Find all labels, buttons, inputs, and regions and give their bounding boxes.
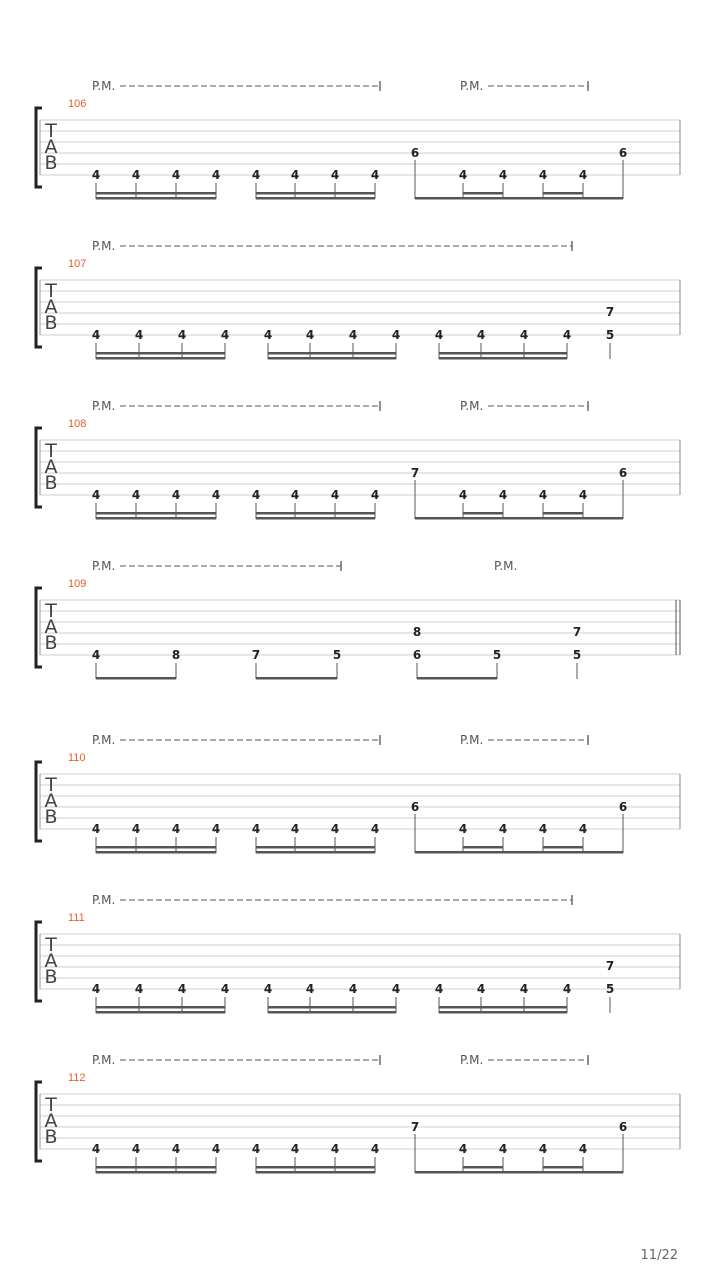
fret-number: 4: [476, 982, 486, 996]
note-beam: [415, 851, 623, 854]
fret-number: 7: [410, 1120, 420, 1134]
tab-clef-letter: A: [44, 790, 58, 812]
fret-number: 4: [131, 488, 141, 502]
note-beam: [96, 197, 216, 200]
note-beam: [463, 1166, 503, 1169]
note-beam: [96, 357, 225, 360]
note-beam: [96, 517, 216, 520]
fret-number: 7: [605, 305, 615, 319]
note-beam: [256, 846, 375, 849]
note-beam: [96, 846, 216, 849]
fret-number: 4: [434, 982, 444, 996]
fret-number: 4: [131, 1142, 141, 1156]
fret-number: 4: [370, 822, 380, 836]
note-beam: [96, 512, 216, 515]
fret-number: 7: [572, 625, 582, 639]
fret-number: 4: [305, 982, 315, 996]
note-beam: [256, 851, 375, 854]
tab-clef-letter: T: [45, 440, 57, 462]
fret-number: 4: [348, 328, 358, 342]
note-beam: [256, 192, 375, 195]
fret-number: 4: [251, 822, 261, 836]
fret-number: 6: [410, 800, 420, 814]
note-beam: [256, 197, 375, 200]
fret-number: 5: [332, 648, 342, 662]
tab-clef-letter: T: [45, 120, 57, 142]
fret-number: 4: [562, 982, 572, 996]
fret-number: 4: [498, 822, 508, 836]
note-beam: [415, 517, 623, 520]
note-beam: [96, 1006, 225, 1009]
note-beam: [439, 352, 567, 355]
fret-number: 4: [177, 982, 187, 996]
fret-number: 4: [290, 168, 300, 182]
fret-number: 6: [618, 146, 628, 160]
tab-clef-letter: A: [44, 1110, 58, 1132]
fret-number: 4: [476, 328, 486, 342]
palm-mute-label: P.M.: [92, 559, 116, 573]
palm-mute-label: P.M.: [494, 559, 518, 573]
fret-number: 7: [251, 648, 261, 662]
fret-number: 4: [91, 648, 101, 662]
fret-number: 4: [458, 488, 468, 502]
fret-number: 4: [171, 168, 181, 182]
note-beam: [96, 352, 225, 355]
fret-number: 4: [370, 1142, 380, 1156]
measure-number: 111: [68, 912, 85, 924]
fret-number: 4: [370, 168, 380, 182]
fret-number: 4: [134, 982, 144, 996]
fret-number: 5: [605, 328, 615, 342]
palm-mute-label: P.M.: [92, 733, 116, 747]
fret-number: 4: [330, 168, 340, 182]
note-beam: [96, 677, 176, 680]
fret-number: 4: [458, 1142, 468, 1156]
tab-clef-letter: A: [44, 456, 58, 478]
fret-number: 4: [91, 1142, 101, 1156]
fret-number: 4: [211, 168, 221, 182]
tab-clef-letter: A: [44, 136, 58, 158]
note-beam: [463, 512, 503, 515]
palm-mute-label: P.M.: [460, 399, 484, 413]
note-beam: [96, 1011, 225, 1014]
note-beam: [543, 192, 583, 195]
palm-mute-label: P.M.: [92, 239, 116, 253]
fret-number: 4: [131, 822, 141, 836]
note-beam: [96, 1166, 216, 1169]
fret-number: 4: [263, 982, 273, 996]
fret-number: 4: [251, 488, 261, 502]
fret-number: 4: [330, 822, 340, 836]
measure-number: 106: [68, 98, 87, 110]
fret-number: 8: [412, 625, 422, 639]
fret-number: 6: [618, 800, 628, 814]
note-beam: [256, 1166, 375, 1169]
tab-clef-letter: A: [44, 950, 58, 972]
fret-number: 4: [211, 1142, 221, 1156]
note-beam: [256, 677, 337, 680]
fret-number: 7: [605, 959, 615, 973]
fret-number: 4: [220, 982, 230, 996]
tab-clef-letter: B: [44, 966, 58, 988]
fret-number: 4: [134, 328, 144, 342]
fret-number: 4: [91, 822, 101, 836]
note-beam: [268, 1011, 396, 1014]
fret-number: 6: [618, 466, 628, 480]
note-beam: [543, 846, 583, 849]
fret-number: 4: [290, 488, 300, 502]
note-beam: [96, 1171, 216, 1174]
fret-number: 5: [605, 982, 615, 996]
note-beam: [256, 517, 375, 520]
fret-number: 4: [498, 168, 508, 182]
tab-clef-letter: B: [44, 312, 58, 334]
tab-clef-letter: T: [45, 600, 57, 622]
tab-clef-letter: B: [44, 472, 58, 494]
fret-number: 4: [578, 168, 588, 182]
tab-clef-letter: T: [45, 280, 57, 302]
fret-number: 4: [498, 1142, 508, 1156]
measure-number: 109: [68, 578, 87, 590]
note-beam: [268, 352, 396, 355]
note-beam: [543, 512, 583, 515]
note-beam: [439, 1011, 567, 1014]
note-beam: [96, 192, 216, 195]
note-beam: [268, 1006, 396, 1009]
tab-clef-letter: T: [45, 934, 57, 956]
fret-number: 4: [177, 328, 187, 342]
note-beam: [463, 846, 503, 849]
tab-clef-letter: B: [44, 806, 58, 828]
fret-number: 4: [458, 168, 468, 182]
fret-number: 4: [171, 488, 181, 502]
fret-number: 4: [370, 488, 380, 502]
fret-number: 5: [572, 648, 582, 662]
note-beam: [439, 357, 567, 360]
palm-mute-label: P.M.: [460, 79, 484, 93]
note-beam: [415, 1171, 623, 1174]
palm-mute-label: P.M.: [92, 79, 116, 93]
fret-number: 4: [330, 488, 340, 502]
note-beam: [256, 512, 375, 515]
palm-mute-label: P.M.: [460, 733, 484, 747]
fret-number: 4: [538, 488, 548, 502]
fret-number: 4: [211, 822, 221, 836]
tab-clef-letter: T: [45, 774, 57, 796]
fret-number: 4: [538, 822, 548, 836]
palm-mute-label: P.M.: [92, 893, 116, 907]
fret-number: 4: [91, 168, 101, 182]
fret-number: 4: [290, 822, 300, 836]
fret-number: 4: [330, 1142, 340, 1156]
fret-number: 4: [391, 328, 401, 342]
fret-number: 8: [171, 648, 181, 662]
fret-number: 4: [538, 168, 548, 182]
fret-number: 4: [220, 328, 230, 342]
note-beam: [96, 851, 216, 854]
tab-clef-letter: A: [44, 296, 58, 318]
fret-number: 4: [171, 822, 181, 836]
fret-number: 4: [538, 1142, 548, 1156]
fret-number: 7: [410, 466, 420, 480]
fret-number: 4: [91, 982, 101, 996]
fret-number: 6: [618, 1120, 628, 1134]
note-beam: [415, 197, 623, 200]
palm-mute-label: P.M.: [92, 399, 116, 413]
tab-clef-letter: A: [44, 616, 58, 638]
note-beam: [439, 1006, 567, 1009]
tab-clef-letter: B: [44, 152, 58, 174]
fret-number: 4: [211, 488, 221, 502]
fret-number: 4: [434, 328, 444, 342]
palm-mute-label: P.M.: [460, 1053, 484, 1067]
palm-mute-label: P.M.: [92, 1053, 116, 1067]
note-beam: [256, 1171, 375, 1174]
fret-number: 6: [410, 146, 420, 160]
fret-number: 4: [131, 168, 141, 182]
measure-number: 108: [68, 418, 87, 430]
fret-number: 5: [492, 648, 502, 662]
fret-number: 4: [251, 168, 261, 182]
note-beam: [268, 357, 396, 360]
fret-number: 4: [498, 488, 508, 502]
fret-number: 4: [519, 328, 529, 342]
fret-number: 4: [578, 822, 588, 836]
fret-number: 4: [91, 488, 101, 502]
fret-number: 4: [171, 1142, 181, 1156]
fret-number: 4: [290, 1142, 300, 1156]
page-number: 11/22: [640, 1248, 678, 1263]
fret-number: 4: [562, 328, 572, 342]
fret-number: 4: [578, 488, 588, 502]
tab-clef-letter: B: [44, 632, 58, 654]
tab-clef-letter: B: [44, 1126, 58, 1148]
note-beam: [417, 677, 497, 680]
fret-number: 4: [251, 1142, 261, 1156]
fret-number: 6: [412, 648, 422, 662]
fret-number: 4: [91, 328, 101, 342]
measure-number: 107: [68, 258, 87, 270]
fret-number: 4: [519, 982, 529, 996]
fret-number: 4: [263, 328, 273, 342]
fret-number: 4: [578, 1142, 588, 1156]
measure-number: 112: [68, 1072, 86, 1084]
fret-number: 4: [305, 328, 315, 342]
tab-clef-letter: T: [45, 1094, 57, 1116]
fret-number: 4: [391, 982, 401, 996]
fret-number: 4: [458, 822, 468, 836]
note-beam: [463, 192, 503, 195]
note-beam: [543, 1166, 583, 1169]
fret-number: 4: [348, 982, 358, 996]
measure-number: 110: [68, 752, 86, 764]
